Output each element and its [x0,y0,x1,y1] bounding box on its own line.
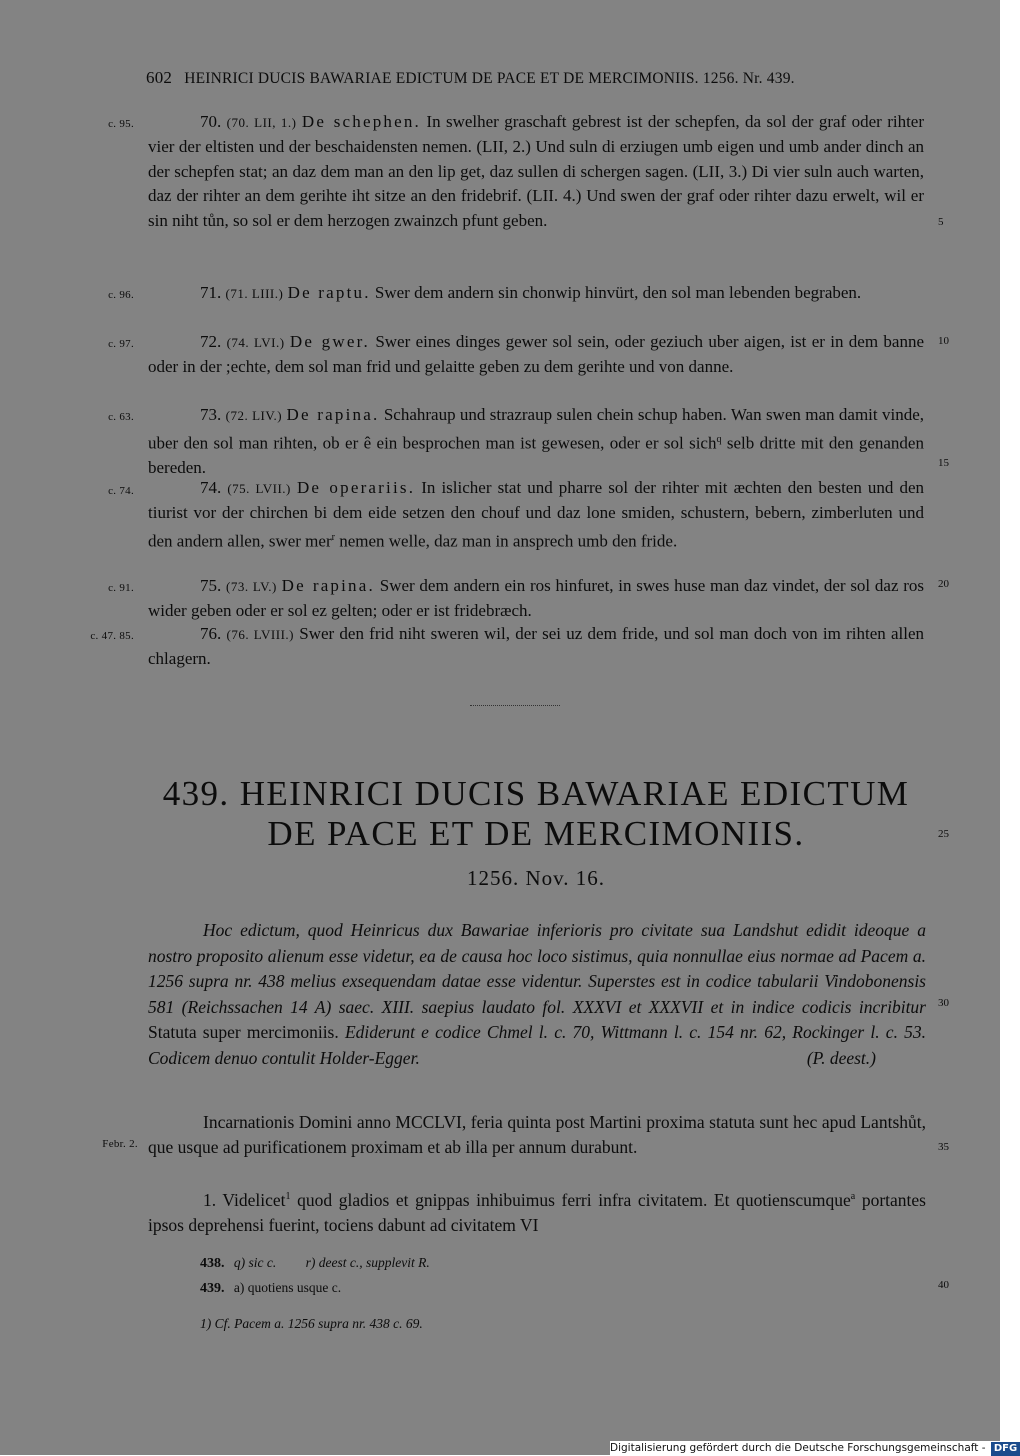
article-text-end: portantes ipsos deprehensi fuerint, tociens dabunt ad civitatem VI [148,1189,926,1235]
page-number: 602 [146,68,173,87]
credit-text: Digitalisierung gefördert durch die Deutsche Forschungsgemeinschaft - [610,1442,986,1454]
document-title-line-1: 439. HEINRICI DUCIS BAWARIAE EDICTUM [162,774,910,813]
edict-preamble: Incarnationis Domini anno MCCLVI, feria quinta post Martini proxima statuta sunt hec apud Lantshůt, que usque ad purificationem proximam et ab illa per annum durabunt. [148,1112,926,1157]
paragraph-heading: De rapina. [286,405,380,424]
paragraph-text-continued: nemen welle, daz man in ansprech umb den fride. [334,531,678,551]
article-text-continued: quod gladios et gnippas inhibuimus ferri infra civitatem. Et quotienscumque [290,1189,851,1210]
paragraph-70 [148,110,924,233]
paragraph-heading: De schephen. [301,112,421,131]
paragraph-number: 70. [200,112,222,131]
paragraph-heading: De operariis. [296,478,416,497]
margin-ref: c. 74. [108,485,134,497]
paragraph-heading: De gwer. [289,332,370,351]
document-title-line-2: DE PACE ET DE MERCIMONIIS. [267,814,805,853]
note-mark: r [331,531,335,543]
paragraph-refs: (71. LIII.) [225,286,284,301]
paragraph-number: 74. [200,478,222,497]
margin-ref: c. 63. [108,411,134,423]
margin-ref: c. 47. 85. [90,630,134,642]
footnote-q: q) sic c. [233,1255,277,1270]
paragraph-refs: (70. LII, 1.) [226,115,297,130]
line-number: 20 [938,578,949,590]
paragraph-74 [148,476,924,554]
paragraph-refs: (73. LV.) [226,579,277,594]
paragraph-73 [148,403,924,481]
margin-ref: c. 91. [108,582,134,594]
paragraph-71 [148,281,924,306]
paragraph-refs: (74. LVI.) [226,335,285,350]
paragraph-72 [148,330,924,380]
paragraph-refs: (72. LIV.) [225,408,283,423]
paragraph-75 [148,574,924,624]
intro-text: Hoc edictum, quod Heinricus dux Bawariae inferioris pro civitate sua Landshut edidit ideoque a nostro proposito alienum esse videtur, ea de causa hoc loco sistimus, quia nonnullae eius normae ad Pacem a. 1256 supra nr. 438 melius exsequendam datae esse videntur. Superstes est in codice tabularii Vindobonensis 581 (Reichssachen 14 A) saec. XIII. saepius laudato fol. XXXVI et XXXVII et in indice codicis incribitur [148,920,926,1017]
paragraph-heading: De raptu. [287,283,371,302]
paragraph-76 [148,622,924,672]
note-mark: a [850,1191,856,1202]
margin-ref: c. 95. [108,118,134,130]
section-divider [470,705,560,706]
footnote-a: a) quotiens usque c. [233,1280,342,1295]
footnote-label: 439. [200,1281,225,1296]
footnote-439 [200,1280,341,1297]
document-title [148,774,924,854]
paragraph-number: 76. [200,624,222,643]
paragraph-text-continued: selb dritte mit den genanden bereden. [148,434,924,478]
editorial-introduction [148,918,926,1072]
footnote-mark: 1 [285,1191,291,1202]
intro-quoted-title: Statuta super mercimoniis. [148,1022,339,1043]
line-number: 25 [938,828,949,840]
line-number: 5 [938,216,944,228]
dfg-logo: DFG [991,1442,1020,1456]
running-header [146,68,946,88]
line-number: 35 [938,1141,949,1153]
paragraph-number: 75. [200,576,222,595]
footnote-label: 438. [200,1256,225,1271]
paragraph-heading: De rapina. [281,576,375,595]
paragraph-text: Swer eines dinges gewer sol sein, oder geziuch uber aigen, ist er in dem banne oder in der ;echte, dem sol man frid und gelaitte geben zu dem gerihte und von danne. [148,332,925,377]
note-mark: q [716,434,722,446]
line-number: 40 [938,1279,949,1291]
edict-article-1 [148,1184,926,1238]
document-date: 1256. Nov. 16. [466,866,606,890]
paragraph-text: Swer dem andern ein ros hinfuret, in swes huse man daz vindet, der sol daz ros wider geben oder er sol ez gelten; oder er ist fridebræch. [148,576,925,621]
paragraph-number: 71. [200,283,222,302]
intro-source-ref: (P. deest.) [806,1047,876,1068]
digitization-credit [610,1441,1018,1455]
line-number: 10 [938,335,949,347]
paragraph-text: Swer den frid niht sweren wil, der sei uz dem fride, und sol man doch von im rihten allen chlagern. [148,624,925,669]
article-text: 1. Videlicet [203,1189,286,1210]
paragraph-text: Swer dem andern sin chonwip hinvürt, den sol man lebenden begraben. [374,283,862,302]
intro-text-continued: Ediderunt e codice Chmel l. c. 70, Wittmann l. c. 154 nr. 62, Rockinger l. c. 53. Codicem denuo contulit Holder-Egger. [148,1022,927,1068]
running-title: HEINRICI DUCIS BAWARIAE EDICTUM DE PACE ET DE MERCIMONIIS. 1256. Nr. 439. [184,70,795,87]
margin-date: Febr. 2. [102,1138,138,1150]
paragraph-text: Schahraup und strazraup sulen chein schup haben. Wan swen man damit vinde, uber den sol man rihten, ob er ê ein besprochen man ist gewesen, oder er sol sich [148,405,924,454]
line-number: 30 [938,997,949,1009]
paragraph-refs: (75. LVII.) [227,481,291,496]
line-number: 15 [938,457,949,469]
footnote-1 [200,1316,423,1332]
paragraph-text: In swelher graschaft gebrest ist der schepfen, da sol der graf oder rihter vier der eltisten und der beschaidensten nemen. (LII, 2.) Und suln di erziugen umb eigen und umb ander dinch an der schepfen stat; an daz dem man an den lip get, daz sullen di schergen sagen. (LII, 3.) Di vier suln auch warten, daz der rihter an dem gerihte iht sitze an den fridebrif. (LII. 4.) Und swen der graf oder rihter dazu erwelt, wil er sin niht tůn, so sol er dem herzogen zwainzch pfunt geben. [148,112,925,230]
paragraph-number: 73. [200,405,222,424]
paragraph-refs: (76. LVIII.) [226,627,294,642]
paragraph-number: 72. [200,332,222,351]
paragraph-text: In islicher stat und pharre sol der rihter mit æchten den besten und den tiurist vor der chirchen bi dem eide setzen den chouf und daz lone smiden, schustern, bebern, zimberluten und den andern allen, swer mer [148,478,925,551]
margin-ref: c. 96. [108,289,134,301]
margin-ref: c. 97. [108,338,134,350]
footnote-r: r) deest c., supplevit R. [305,1255,430,1270]
footnote-text: 1) Cf. Pacem a. 1256 supra nr. 438 c. 69. [200,1316,423,1331]
footnote-438 [200,1255,430,1272]
